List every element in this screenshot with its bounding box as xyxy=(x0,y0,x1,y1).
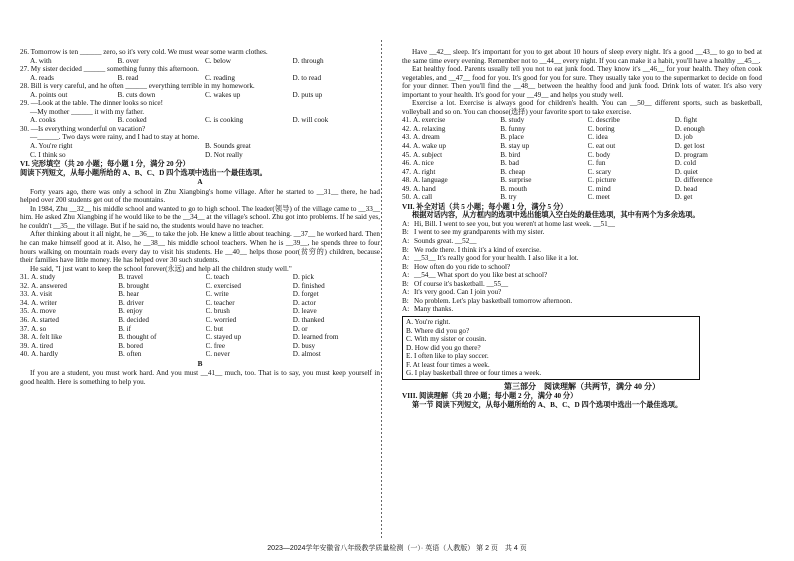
option-b: B. brought xyxy=(118,281,149,290)
option-b: B. often xyxy=(118,350,142,359)
option-d: D. enough xyxy=(674,124,705,133)
option-row-42 xyxy=(402,125,762,134)
option-row-41 xyxy=(402,116,762,125)
passage-a-paragraph: He said, "I just want to keep the school forever(永远) and help all the children study well." xyxy=(30,264,292,273)
option-a: A. study xyxy=(31,273,56,282)
option-c: C. reading xyxy=(205,73,235,82)
question-number: 46. xyxy=(402,159,411,168)
option-d: D. head xyxy=(674,184,698,193)
part-3-title: 第三部分 阅读理解（共两节，满分 40 分） xyxy=(504,381,660,391)
option-row-33 xyxy=(20,290,380,299)
option-b: B. Sounds great xyxy=(205,142,251,151)
option-row-44 xyxy=(402,142,762,151)
option-d: D. will cook xyxy=(292,116,329,125)
option-c: C. scary xyxy=(587,167,612,176)
dialogue-line xyxy=(402,254,762,263)
option-b: B. travel xyxy=(118,273,143,282)
option-b: B. driver xyxy=(118,298,144,307)
option-a: A. tired xyxy=(31,341,53,350)
option-a: A. nice xyxy=(413,159,434,168)
right-column xyxy=(402,48,762,409)
question-number: 43. xyxy=(402,133,411,142)
option-c: C. mind xyxy=(587,184,611,193)
option-c: C. below xyxy=(205,56,231,65)
passage-a-paragraph: In 1984, Zhu __32__ his middle school and wanted to go to high school. The leader(领导) of the village came to __33__ him. He asked Zhu Xiangbing if he would like to be the __34__ at the village's school. Zhu got into problems. If he said yes, he couldn't __35__ the village. But if he said no, the students would have no teacher. xyxy=(20,204,380,230)
cloze-a-options xyxy=(20,273,380,358)
option-b: B. cuts down xyxy=(117,90,156,99)
section-8-subtitle: 第一节 阅读下列短文，从每小题所给的 A、B、C、D 四个选项中选出一个最佳选项。 xyxy=(412,400,683,409)
dialogue-line xyxy=(402,297,762,306)
question-stem-2: —______. Two days were rainy, and I had to stay at home. xyxy=(30,133,200,142)
page-footer: 2023—2024学年安徽省八年级教学质量检测（一）· 英语（人教版） 第 2 页 共 4 页 xyxy=(267,545,527,552)
dialogue-line xyxy=(402,237,762,246)
option-d: D. puts up xyxy=(292,90,323,99)
option-d: D. quiet xyxy=(674,167,698,176)
question-number: 41. xyxy=(402,116,411,125)
option-a: A. relaxing xyxy=(413,124,446,133)
option-c: C. worried xyxy=(205,315,237,324)
option-b: B. cooked xyxy=(117,116,147,125)
option-row-40 xyxy=(20,350,380,359)
question-number: 44. xyxy=(402,142,411,151)
option-c: C. teach xyxy=(205,273,230,282)
option-row-36 xyxy=(20,316,380,325)
line-text: Hi, Bill. I went to see you, but you weren't at home last week. __51__ xyxy=(414,219,615,228)
speaker: A: xyxy=(402,219,410,228)
option-b: B. if xyxy=(118,324,132,333)
option-b: B. mouth xyxy=(500,184,528,193)
option-a: A. reads xyxy=(30,73,54,82)
option-a: A. visit xyxy=(31,290,53,299)
dialogue-line xyxy=(402,246,762,255)
option-c: C. picture xyxy=(587,176,616,185)
option-d: D. difference xyxy=(674,176,713,185)
passage-a-paragraph: After thinking about it all night, he __36__ to take the job. He knew a little about teaching. __37__ he worked hard. Then he can make himself good at it. Also, he __38__ his middle school teachers. When he is __39__, he spends three to four hours walking on mountain roads every day to visit his students. He __40__ helps those poor(贫穷的) children, because their families have little money. He has helped over 30 such students. xyxy=(20,230,380,265)
option-b: B. over xyxy=(117,56,139,65)
section-6-instructions: 阅读下列短文，从每小题所给的 A、B、C、D 四个选项中选出一个最佳选项。 xyxy=(20,168,267,177)
option-d: D. program xyxy=(674,150,708,159)
option-d: D. leave xyxy=(292,307,317,316)
option-row-48 xyxy=(402,176,762,185)
box-option-d: D. How did you go there? xyxy=(406,343,481,352)
option-a: A. answered xyxy=(31,281,67,290)
line-text: Many thanks. xyxy=(414,305,454,314)
option-c: C. idea xyxy=(587,133,608,142)
dialogue-line xyxy=(402,280,762,289)
option-row-31 xyxy=(20,273,380,282)
option-d: D. to read xyxy=(292,73,322,82)
question-stem: 29. —Look at the table. The dinner looks so nice! xyxy=(20,99,163,108)
option-d: D. thanked xyxy=(292,315,325,324)
speaker: A: xyxy=(402,237,410,246)
dialogue-line xyxy=(402,228,762,237)
option-a: A. right xyxy=(413,167,436,176)
section-7-instructions: 根据对话内容，从方框内的选项中选出能填入空白处的最佳选项，其中有两个为多余选项。 xyxy=(412,211,700,220)
option-c: C. stayed up xyxy=(205,333,242,342)
options-row xyxy=(20,142,380,151)
speaker: B: xyxy=(402,228,409,237)
question-number: 35. xyxy=(20,307,29,316)
option-a: A. language xyxy=(413,176,448,185)
question-number: 50. xyxy=(402,193,411,202)
option-row-34 xyxy=(20,299,380,308)
passage-b-paragraph: Have __42__ sleep. It's important for you to get about 10 hours of sleep every night. It's a good __43__ to go to bed at the same time every evening. Remember not to __44__ every night. If you can make it a habit, you'll have a healthy __45__. xyxy=(402,48,762,65)
option-a: A. wake up xyxy=(413,142,446,151)
option-c: C. wakes up xyxy=(205,90,241,99)
option-row-47 xyxy=(402,168,762,177)
option-d: D. cold xyxy=(674,159,696,168)
question-stem: 26. Tomorrow is ten ______ zero, so it's very cold. We must wear some warm clothes. xyxy=(20,48,268,56)
option-a: A. You're right xyxy=(30,142,73,151)
option-b: B. bad xyxy=(500,159,520,168)
option-d: D. or xyxy=(292,324,308,333)
question-number: 49. xyxy=(402,184,411,193)
option-b: B. place xyxy=(500,133,524,142)
speaker: B: xyxy=(402,262,409,271)
option-d: D. actor xyxy=(292,298,316,307)
speaker: B: xyxy=(402,296,409,305)
option-b: B. thought of xyxy=(118,333,157,342)
question-number: 40. xyxy=(20,350,29,359)
option-row-46 xyxy=(402,159,762,168)
option-c: C. exercised xyxy=(205,281,242,290)
option-a: A. exercise xyxy=(413,116,446,125)
option-b: B. try xyxy=(500,193,517,202)
option-a: A. hand xyxy=(413,184,436,193)
question-29 xyxy=(20,99,380,125)
option-c: C. brush xyxy=(205,307,230,316)
section-7-title: VII. 补全对话（共 5 小题；每小题 1 分，满分 5 分） xyxy=(402,202,568,211)
section-8-title: VIII. 阅读理解（共 20 小题；每小题 2 分，满分 40 分） xyxy=(402,392,578,401)
option-b: B. hear xyxy=(118,290,140,299)
option-a: A. call xyxy=(413,193,433,202)
option-row-32 xyxy=(20,282,380,291)
option-c: C. never xyxy=(205,350,230,359)
line-text: No problem. Let's play basketball tomorrow afternoon. xyxy=(414,296,573,305)
option-a: A. dream xyxy=(413,133,440,142)
option-c: C. meet xyxy=(587,193,610,202)
option-b: B. cheap xyxy=(500,167,526,176)
option-b: B. stay up xyxy=(500,142,530,151)
speaker: A: xyxy=(402,271,410,280)
box-option-b: B. Where did you go? xyxy=(406,326,470,335)
option-d: D. fight xyxy=(674,116,698,125)
speaker: A: xyxy=(402,288,410,297)
question-stem: 28. Bill is very careful, and he often ______ everything terrible in my homework. xyxy=(20,82,255,91)
option-d: D. through xyxy=(292,56,324,65)
question-number: 42. xyxy=(402,124,411,133)
option-a: A. started xyxy=(31,315,59,324)
option-d: D. learned from xyxy=(292,333,339,342)
option-a: A. so xyxy=(31,324,47,333)
option-c: C. body xyxy=(587,150,611,159)
option-d: D. job xyxy=(674,133,693,142)
option-row-37 xyxy=(20,325,380,334)
dialogue-line xyxy=(402,263,762,272)
option-b: B. funny xyxy=(500,124,526,133)
box-option-g: G. I play basketball three or four times a week. xyxy=(406,369,542,378)
line-text: __53__ It's really good for your health. I also like it a lot. xyxy=(414,254,579,263)
options-row xyxy=(20,91,380,100)
question-number: 38. xyxy=(20,333,29,342)
column-divider xyxy=(381,40,382,540)
line-text: Sounds great. __52__ xyxy=(414,237,477,246)
question-28 xyxy=(20,82,380,99)
option-c: C. I think so xyxy=(30,150,66,159)
cloze-b-options xyxy=(402,116,762,201)
dialogue-line xyxy=(402,271,762,280)
option-row-35 xyxy=(20,307,380,316)
option-c: C. but xyxy=(205,324,224,333)
question-number: 31. xyxy=(20,273,29,282)
options-box xyxy=(402,316,700,380)
line-text: It's very good. Can I join you? xyxy=(414,288,502,297)
option-a: A. points out xyxy=(30,90,68,99)
option-b: B. study xyxy=(500,116,525,125)
section-6-title: VI. 完形填空（共 20 小题；每小题 1 分，满分 20 分） xyxy=(20,160,190,169)
option-b: B. decided xyxy=(118,315,149,324)
option-c: C. is cooking xyxy=(205,116,244,125)
option-c: C. describe xyxy=(587,116,620,125)
speaker: B: xyxy=(402,245,409,254)
option-a: A. subject xyxy=(413,150,443,159)
options-row xyxy=(20,151,380,160)
option-a: A. cooks xyxy=(30,116,56,125)
option-a: A. with xyxy=(30,56,52,65)
option-row-45 xyxy=(402,151,762,160)
question-number: 33. xyxy=(20,290,29,299)
question-number: 48. xyxy=(402,176,411,185)
options-row xyxy=(20,74,380,83)
options-row xyxy=(20,57,380,66)
option-b: B. read xyxy=(117,73,139,82)
option-d: D. busy xyxy=(292,341,316,350)
passage-b-paragraph: If you are a student, you must work hard. And you must __41__ much, too. That is to say, you must keep yourself in good health. Here is something to help you. xyxy=(20,369,380,386)
line-text: How often do you ride to school? xyxy=(414,262,511,271)
box-option-e: E. I often like to play soccer. xyxy=(406,352,489,361)
dialogue xyxy=(402,220,762,314)
question-number: 45. xyxy=(402,150,411,159)
option-a: A. hardly xyxy=(31,350,59,359)
option-a: A. felt like xyxy=(31,333,62,342)
dialogue-line xyxy=(402,220,762,229)
option-c: C. teacher xyxy=(205,298,235,307)
option-c: C. boring xyxy=(587,124,615,133)
speaker: A: xyxy=(402,254,410,263)
line-text: __54__ What sport do you like best at school? xyxy=(414,271,548,280)
option-d: D. almost xyxy=(292,350,321,359)
option-c: C. fun xyxy=(587,159,606,168)
option-b: B. bird xyxy=(500,150,521,159)
option-row-38 xyxy=(20,333,380,342)
box-option-a: A. You're right. xyxy=(406,317,451,326)
passage-a-paragraph: Forty years ago, there was only a school in Zhu Xiangbing's home village. After he started to __31__ there, he had helped over 200 students get out of the mountains. xyxy=(20,187,380,205)
question-number: 36. xyxy=(20,315,29,324)
passage-a-label: A xyxy=(197,178,203,187)
dialogue-line xyxy=(402,288,762,297)
option-d: D. get lost xyxy=(674,142,705,151)
option-b: B. surprise xyxy=(500,176,532,185)
option-c: C. write xyxy=(205,290,229,299)
line-text: I went to see my grandparents with my sister. xyxy=(414,228,545,237)
left-column xyxy=(20,48,380,386)
question-number: 32. xyxy=(20,281,29,290)
question-number: 34. xyxy=(20,298,29,307)
passage-b-label: B xyxy=(197,359,203,368)
question-stem: 27. My sister decided ______ something funny this afternoon. xyxy=(20,65,199,74)
option-row-43 xyxy=(402,133,762,142)
option-d: D. finished xyxy=(292,281,325,290)
box-option-f: F. At least four times a week. xyxy=(406,360,490,369)
option-a: A. move xyxy=(31,307,56,316)
passage-b-paragraph: Exercise a lot. Exercise is always good for children's health. You can __50__ different sports, such as basketball, volleyball and so on. You can choose(选择) your favorite sport to take exercise. xyxy=(402,99,762,116)
speaker: B: xyxy=(402,279,409,288)
box-option-c: C. With my sister or cousin. xyxy=(406,335,487,344)
option-d: D. forget xyxy=(292,290,319,299)
question-30 xyxy=(20,125,380,159)
question-26 xyxy=(20,48,380,65)
option-d: D. get xyxy=(674,193,693,202)
option-b: B. bored xyxy=(118,341,144,350)
question-27 xyxy=(20,65,380,82)
options-row xyxy=(20,116,380,125)
option-row-49 xyxy=(402,185,762,194)
question-stem-2: —My mother ______ it with my father. xyxy=(30,107,144,116)
question-stem: 30. —Is everything wonderful on vacation? xyxy=(20,124,146,133)
line-text: Of course it's basketball. __55__ xyxy=(414,279,509,288)
option-b: B. enjoy xyxy=(118,307,143,316)
question-number: 39. xyxy=(20,341,29,350)
option-c: C. eat out xyxy=(587,142,616,151)
passage-b-paragraph: Eat healthy food. Parents usually tell you not to eat junk food. They know it's __46__ for your health. They often cook vegetables, and __47__ food for you. It's good for you for sure. They usually take you to the supermarket to decide on food for your dinner. Then you'll find the __48__ between the healthy food and junk food. Drink lots of water. It's also very important to your health. It's good for your __49__ and helps you study well. xyxy=(402,65,762,99)
question-number: 47. xyxy=(402,167,411,176)
dialogue-line xyxy=(402,305,762,314)
option-c: C. free xyxy=(205,341,226,350)
question-number: 37. xyxy=(20,324,29,333)
option-row-39 xyxy=(20,342,380,351)
option-row-50 xyxy=(402,193,762,202)
option-d: D. Not really xyxy=(205,150,243,159)
line-text: We rode there. I think it's a kind of exercise. xyxy=(414,245,542,254)
option-d: D. pick xyxy=(292,273,314,282)
speaker: A: xyxy=(402,305,410,314)
option-a: A. writer xyxy=(31,298,57,307)
